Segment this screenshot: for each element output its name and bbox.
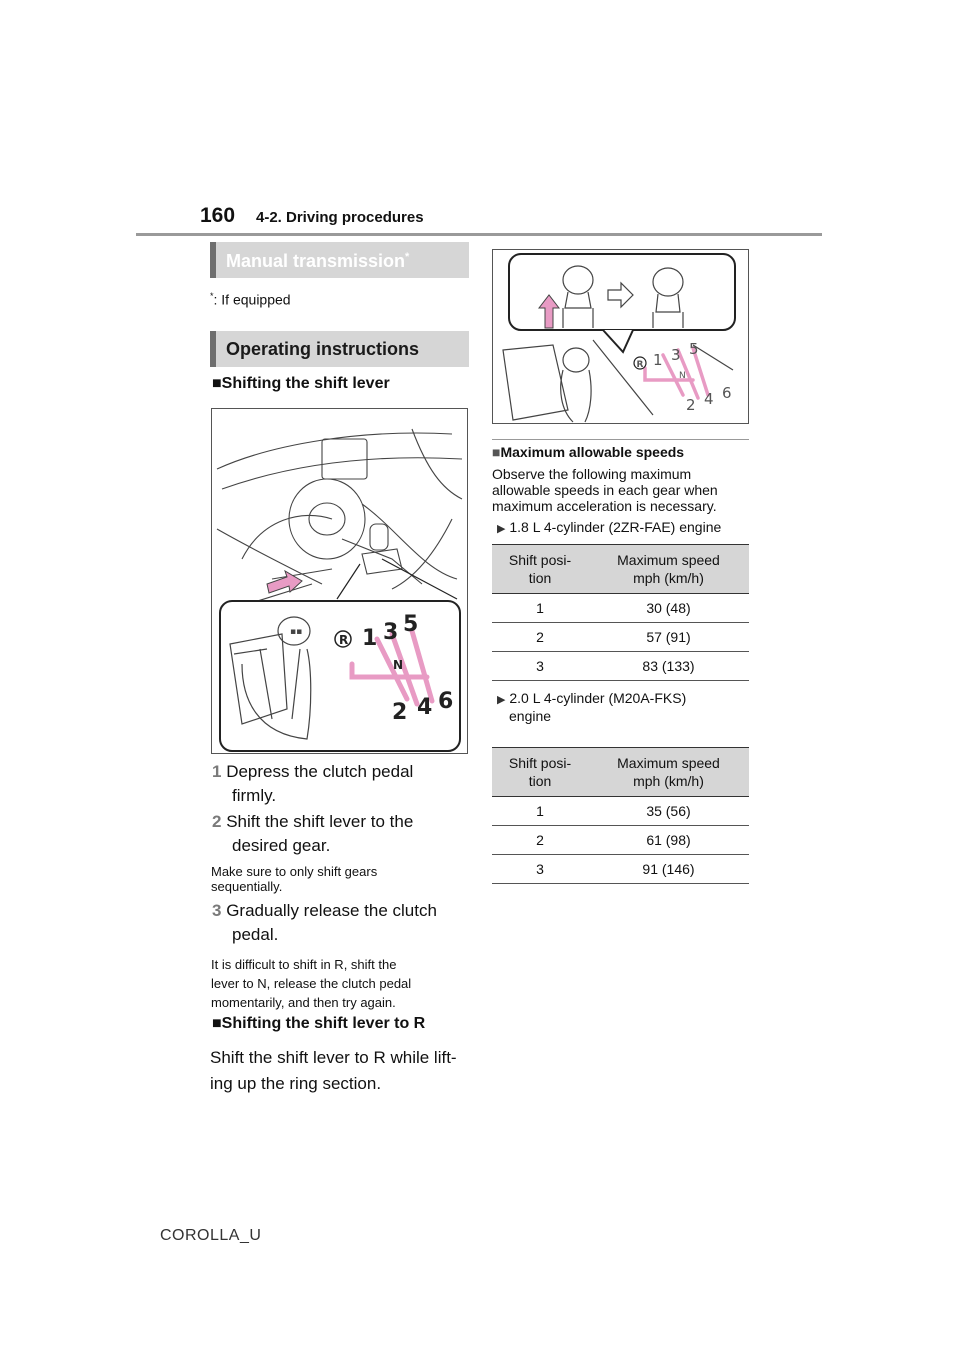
table2-header-position: Shift posi- tion xyxy=(492,748,588,797)
footnote-text: : If equipped xyxy=(213,291,291,308)
step-3-note-line3: momentarily, and then try again. xyxy=(211,995,396,1010)
gear-5-label: 5 xyxy=(403,612,419,637)
ring-gear-6-label: 6 xyxy=(722,384,732,402)
engine2-label xyxy=(497,690,686,724)
ring-gear-n-label: N xyxy=(679,371,686,381)
gear-4-label: 4 xyxy=(417,695,433,720)
intro-line1: Observe the following maximum xyxy=(492,466,692,482)
shifting-heading-text: Shifting the shift lever xyxy=(221,375,390,392)
footnote xyxy=(210,291,291,308)
gear-6-label: 6 xyxy=(438,689,454,714)
table1-header-speed: Maximum speed mph (km/h) xyxy=(588,545,749,594)
step-1 xyxy=(212,760,474,808)
step-2-number: 2 xyxy=(212,812,222,831)
table-row: 2 57 (91) xyxy=(492,623,749,652)
gear-3-label: 3 xyxy=(383,620,399,645)
footnote-mark: * xyxy=(210,291,214,301)
ring-gear-r-label: R xyxy=(636,360,644,370)
step-3-note-line1: It is difficult to shift in R, shift the xyxy=(211,957,397,972)
speed-table-1 xyxy=(492,544,749,681)
step-2-note-line2: sequentially. xyxy=(211,879,283,894)
square-bullet-icon: ■ xyxy=(212,1015,222,1032)
step-3-line1: Gradually release the clutch xyxy=(226,901,437,920)
engine2-line1: 2.0 L 4-cylinder (M20A-FKS) xyxy=(509,690,687,706)
step-2-note-line1: Make sure to only shift gears xyxy=(211,864,378,879)
ring-gear-5-label: 5 xyxy=(689,340,699,358)
square-bullet-icon: ■ xyxy=(212,375,222,392)
ring-gear-3-label: 3 xyxy=(671,346,681,364)
shift-r-line2: ing up the ring section. xyxy=(210,1074,382,1093)
triangle-bullet-icon: ▶ xyxy=(497,694,506,706)
max-speeds-intro xyxy=(492,466,754,514)
table2-header-speed: Maximum speed mph (km/h) xyxy=(588,748,749,797)
step-1-number: 1 xyxy=(212,762,222,781)
subsection-banner: Operating instructions xyxy=(210,331,469,367)
gear-r-label: R xyxy=(339,633,349,647)
shift-r-heading-text: Shifting the shift lever to R xyxy=(221,1015,426,1032)
engine1-text: 1.8 L 4-cylinder (2ZR-FAE) engine xyxy=(509,519,722,535)
triangle-bullet-icon: ▶ xyxy=(497,523,506,535)
table-row: 2 61 (98) xyxy=(492,826,749,855)
speed-table-2 xyxy=(492,747,749,884)
step-3-line2: pedal. xyxy=(232,925,279,944)
step-3-number: 3 xyxy=(212,901,222,920)
section-banner xyxy=(210,242,469,278)
step-2 xyxy=(212,810,474,858)
ring-gear-1-label: 1 xyxy=(653,351,663,369)
engine1-label xyxy=(497,519,721,535)
section-title-mark: * xyxy=(405,251,410,263)
table-row: 1 35 (56) xyxy=(492,797,749,826)
intro-line2: allowable speeds in each gear when xyxy=(492,482,718,498)
pedal-arrow-icon xyxy=(267,571,302,593)
chapter-title: 4-2. Driving procedures xyxy=(256,209,424,226)
ring-gear-4-label: 4 xyxy=(704,390,714,408)
ring-lift-illustration xyxy=(493,250,748,423)
page-number: 160 xyxy=(200,204,236,227)
step-3-note-line2: lever to N, release the clutch pedal xyxy=(211,976,412,991)
ring-lift-figure xyxy=(492,249,749,424)
shift-r-line1: Shift the shift lever to R while lift- xyxy=(210,1048,457,1067)
max-speeds-heading-text: Maximum allowable speeds xyxy=(500,444,685,460)
gear-2-label: 2 xyxy=(392,700,408,725)
max-speeds-heading xyxy=(492,444,684,460)
gear-n-label: N xyxy=(393,658,404,672)
header-rule xyxy=(136,233,822,236)
square-bullet-icon: ■ xyxy=(492,444,501,460)
step-1-line2: firmly. xyxy=(232,786,277,805)
table1-header-position: Shift posi- tion xyxy=(492,545,588,594)
step-3 xyxy=(212,899,474,947)
step-1-line1: Depress the clutch pedal xyxy=(226,762,414,781)
shift-r-heading xyxy=(212,1015,425,1033)
engine2-line2: engine xyxy=(509,708,552,724)
shift-r-text xyxy=(210,1045,480,1097)
table-row: 1 30 (48) xyxy=(492,594,749,623)
intro-line3: maximum acceleration is necessary. xyxy=(492,498,717,514)
section-divider xyxy=(492,439,749,440)
svg-text:▪▪: ▪▪ xyxy=(290,627,303,637)
step-3-note xyxy=(211,955,473,1012)
section-title: Manual transmission xyxy=(226,251,406,271)
footer-model: COROLLA_U xyxy=(160,1227,262,1244)
step-2-note xyxy=(211,864,473,894)
cockpit-illustration xyxy=(212,409,467,753)
table-row: 3 83 (133) xyxy=(492,652,749,681)
table-row: 3 91 (146) xyxy=(492,855,749,884)
gear-1-label: 1 xyxy=(362,626,378,651)
step-2-line1: Shift the shift lever to the xyxy=(226,812,414,831)
shifting-heading xyxy=(212,375,390,393)
cockpit-figure xyxy=(211,408,468,754)
ring-gear-2-label: 2 xyxy=(686,396,696,414)
step-2-line2: desired gear. xyxy=(232,836,331,855)
